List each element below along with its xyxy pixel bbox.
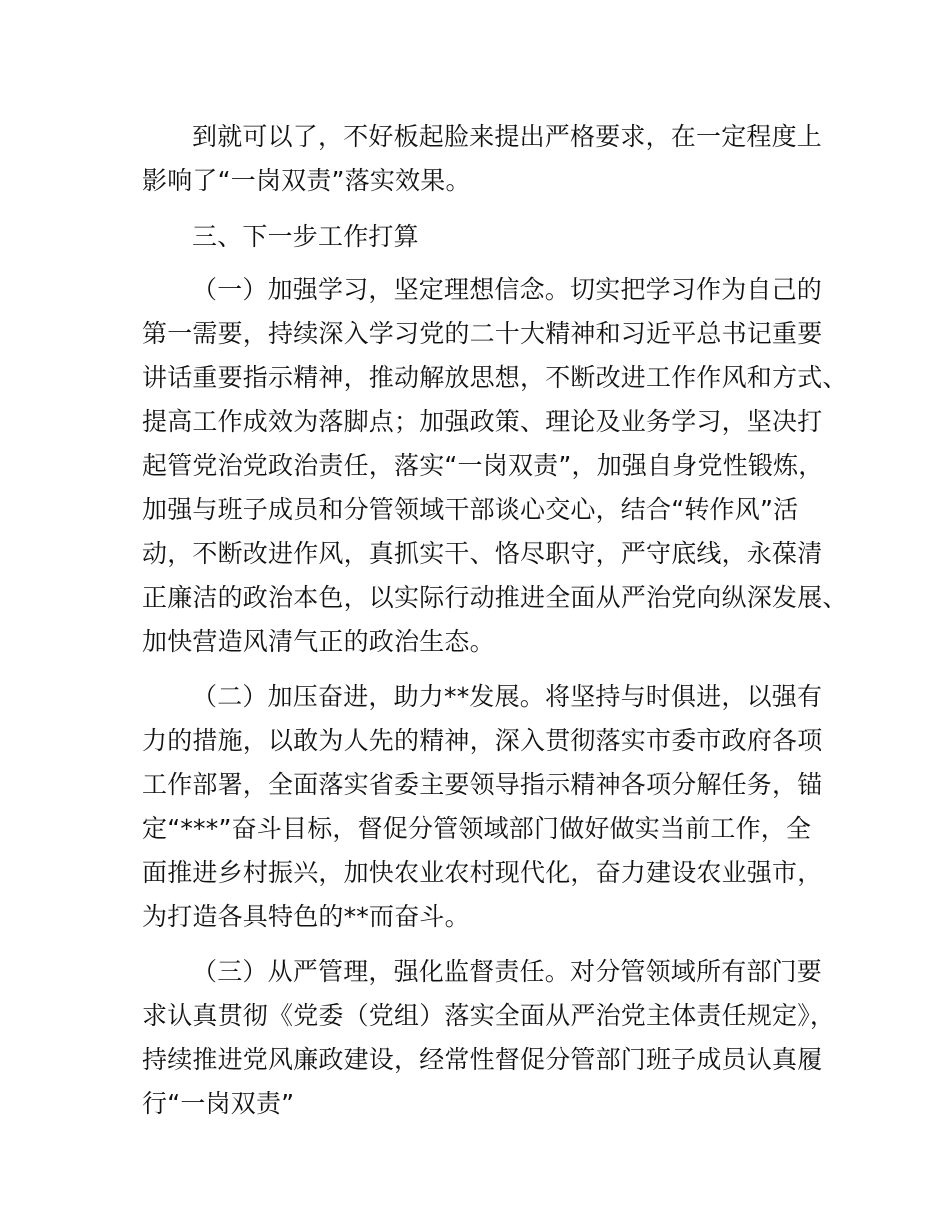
text-line: 工作部署，全面落实省委主要领导指示精神各项分解任务，锚: [142, 770, 823, 799]
text-line: 第一需要，持续深入学习党的二十大精神和习近平总书记重要: [142, 319, 823, 348]
text-line: 提高工作成效为落脚点；加强政策、理论及业务学习，坚决打: [142, 407, 823, 436]
text-line: 正廉洁的政治本色，以实际行动推进全面从严治党向纵深发展、: [142, 583, 848, 612]
text-line: 加快营造风清气正的政治生态。: [142, 627, 495, 656]
text-line: 起管党治党政治责任，落实“一岗双责”，加强自身党性锻炼，: [142, 451, 824, 480]
text-line: 动，不断改进作风，真抓实干、恪尽职守，严守底线，永葆清: [142, 539, 823, 568]
paragraph-2-heading-line: （二）加压奋进，助力**发展。将坚持与时俱进，以强有: [192, 682, 823, 711]
text-line: 到就可以了，不好板起脸来提出严格要求，在一定程度上: [192, 122, 823, 151]
paragraph-3-heading-line: （三）从严管理，强化监督责任。对分管领域所有部门要: [192, 957, 823, 986]
paragraph-1-heading-line: （一）加强学习，坚定理想信念。切实把学习作为自己的: [192, 275, 823, 304]
section-heading: 三、下一步工作打算: [192, 222, 419, 251]
text-line: 面推进乡村振兴，加快农业农村现代化，奋力建设农业强市，: [142, 858, 823, 887]
text-line: 定“***”奋斗目标，督促分管领域部门做好做实当前工作，全: [142, 814, 812, 843]
text-line: 行“一岗双责”: [142, 1089, 295, 1118]
text-line: 持续推进党风廉政建设，经常性督促分管部门班子成员认真履: [142, 1045, 823, 1074]
text-line: 影响了“一岗双责”落实效果。: [142, 166, 471, 195]
text-line: 为打造各具特色的**而奋斗。: [142, 902, 470, 931]
text-line: 加强与班子成员和分管领域干部谈心交心，结合“转作风”活: [142, 495, 799, 524]
text-line: 讲话重要指示精神，推动解放思想，不断改进工作作风和方式、: [142, 363, 848, 392]
text-line: 求认真贯彻《党委（党组）落实全面从严治党主体责任规定》，: [142, 1001, 836, 1030]
text-line: 力的措施，以敢为人先的精神，深入贯彻落实市委市政府各项: [142, 726, 823, 755]
